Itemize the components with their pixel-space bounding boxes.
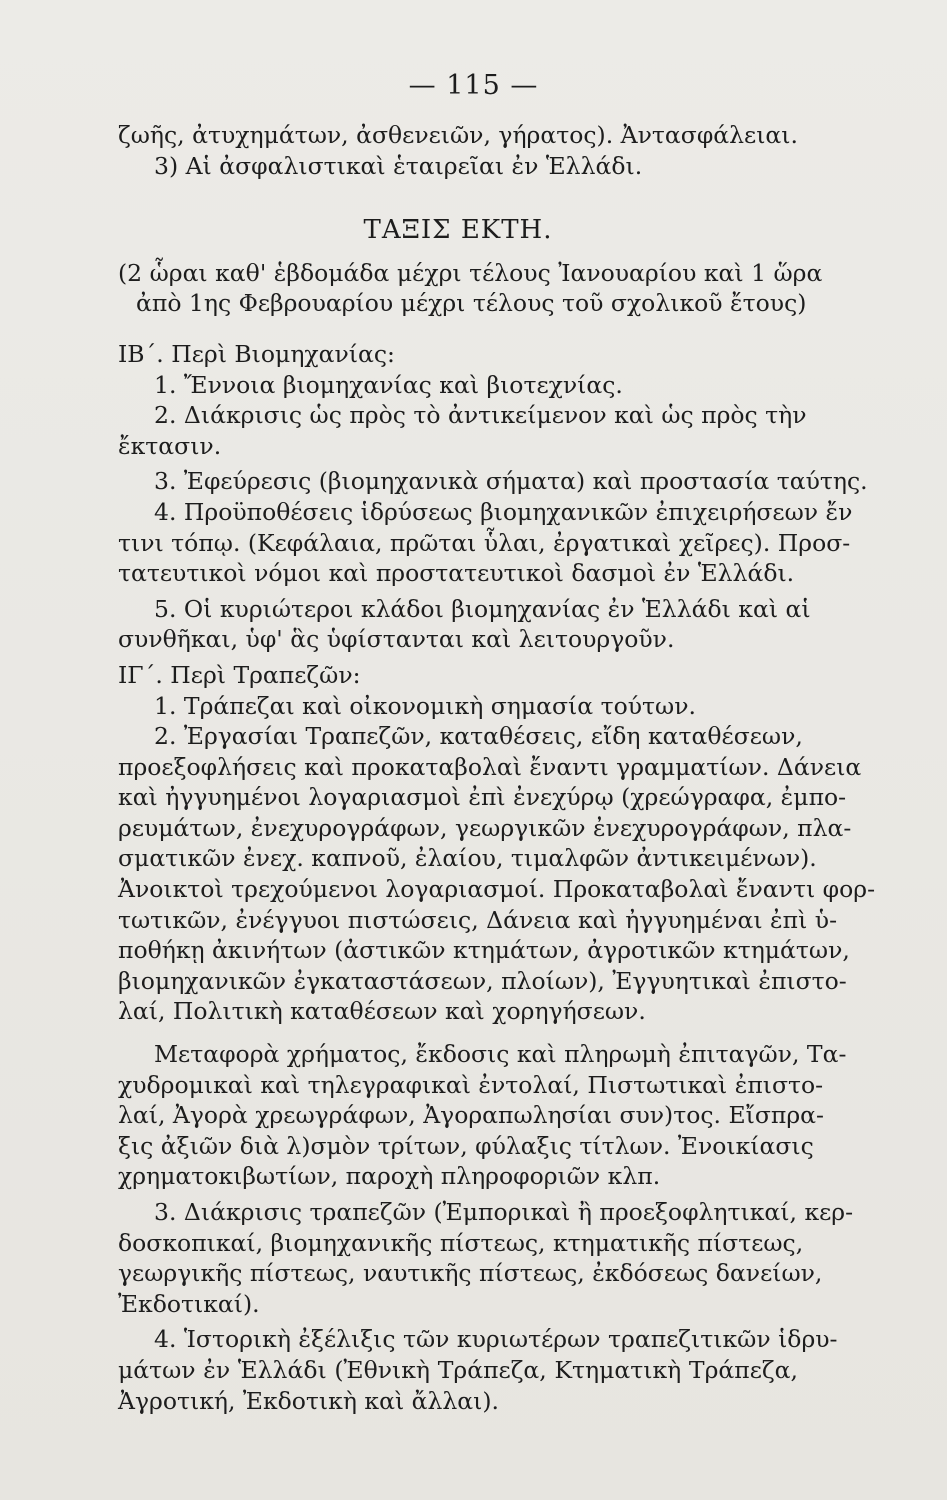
text-line: σματικῶν ἐνεχ. καπνοῦ, ἐλαίου, τιμαλφῶν ἀντικειμένων). [118, 844, 817, 873]
section-title-13: ΙΓ΄. Περὶ Τραπεζῶν: [118, 660, 361, 689]
list-item: 4. Προϋποθέσεις ἱδρύσεως βιομηχανικῶν ἐπιχειρήσεων ἔν [154, 497, 853, 526]
section-title-12: ΙΒ΄. Περὶ Βιομηχανίας: [118, 339, 395, 368]
text-line: χρηματοκιβωτίων, παροχὴ πληροφοριῶν κλπ. [118, 1162, 661, 1191]
list-item: 4. Ἱστορικὴ ἐξέλιξις τῶν κυριωτέρων τραπεζιτικῶν ἱδρυ- [154, 1325, 838, 1354]
list-item: 3. Ἐφεύρεσις (βιομηχανικὰ σήματα) καὶ προστασία ταύτης. [154, 467, 868, 496]
list-item: 3. Διάκρισις τραπεζῶν (Ἐμπορικαὶ ἢ προεξοφλητικαί, κερ- [154, 1198, 854, 1226]
text-line: Ἀνοικτοὶ τρεχούμενοι λογαριασμοί. Προκαταβολαὶ ἔναντι φορ- [118, 875, 876, 904]
text-line: ξις ἀξιῶν διὰ λ)σμὸν τρίτων, φύλαξις τίτλων. Ἐνοικίασις [118, 1131, 814, 1160]
text-line: τωτικῶν, ἐνέγγυοι πιστώσεις, Δάνεια καὶ ἠγγυημέναι ἐπὶ ὑ- [118, 905, 838, 934]
text-line: λαί, Ἀγορὰ χρεωγράφων, Ἀγοραπωλησίαι συν)τος. Εἴσπρα- [118, 1101, 824, 1130]
text-line: Ἀγροτική, Ἐκδοτικὴ καὶ ἄλλαι). [118, 1386, 500, 1415]
text-line: βιομηχανικῶν ἐγκαταστάσεων, πλοίων), Ἐγγυητικαὶ ἐπιστο- [118, 966, 847, 995]
text-line: καὶ ἠγγυημένοι λογαριασμοὶ ἐπὶ ἐνεχύρῳ (χρεώγραφα, ἐμπο- [118, 783, 847, 812]
text-line: συνθῆκαι, ὑφ' ἃς ὑφίστανται καὶ λειτουργοῦν. [118, 625, 675, 654]
list-item: 1. Ἔννοια βιομηχανίας καὶ βιοτεχνίας. [154, 370, 623, 399]
schedule-line: ἀπὸ 1ης Φεβρουαρίου μέχρι τέλους τοῦ σχολικοῦ ἔτους) [136, 289, 807, 318]
class-heading: ΤΑΞΙΣ ΕΚΤΗ. [363, 215, 553, 246]
text-line: δοσκοπικαί, βιομηχανικῆς πίστεως, κτηματικῆς πίστεως, [118, 1228, 804, 1257]
text-line: Μεταφορὰ χρήματος, ἔκδοσις καὶ πληρωμὴ ἐπιταγῶν, Τα- [154, 1040, 847, 1069]
text-line: ἔκτασιν. [118, 431, 222, 460]
list-item: 2. Ἐργασίαι Τραπεζῶν, καταθέσεις, εἴδη καταθέσεων, [154, 722, 803, 751]
text-line: προεξοφλήσεις καὶ προκαταβολαὶ ἔναντι γραμματίων. Δάνεια [118, 752, 862, 781]
page-number: — 115 — [408, 70, 539, 101]
text-line: γεωργικῆς πίστεως, ναυτικῆς πίστεως, ἐκδόσεως δανείων, [118, 1259, 823, 1288]
text-line: τατευτικοὶ νόμοι καὶ προστατευτικοὶ δασμοὶ ἐν Ἑλλάδι. [118, 559, 795, 588]
text-line: μάτων ἐν Ἑλλάδι (Ἐθνικὴ Τράπεζα, Κτηματικὴ Τράπεζα, [118, 1355, 798, 1384]
list-item: 1. Τράπεζαι καὶ οἰκονομικὴ σημασία τούτων. [154, 691, 696, 720]
text-line: λαί, Πολιτικὴ καταθέσεων καὶ χορηγήσεων. [118, 997, 646, 1026]
text-line: Ἐκδοτικαί). [118, 1289, 260, 1318]
text-line: χυδρομικαὶ καὶ τηλεγραφικαὶ ἐντολαί, Πιστωτικαὶ ἐπιστο- [118, 1070, 824, 1099]
list-item: 2. Διάκρισις ὡς πρὸς τὸ ἀντικείμενον καὶ ὡς πρὸς τὴν [154, 401, 807, 430]
schedule-line: (2 ὧραι καθ' ἑβδομάδα μέχρι τέλους Ἰανουαρίου καὶ 1 ὥρα [118, 258, 823, 287]
list-item: 5. Οἱ κυριώτεροι κλάδοι βιομηχανίας ἐν Ἑλλάδι καὶ αἱ [154, 594, 811, 623]
text-line: 3) Αἱ ἀσφαλιστικαὶ ἑταιρεῖαι ἐν Ἑλλάδι. [154, 151, 643, 180]
text-line: ποθήκῃ ἀκινήτων (ἀστικῶν κτημάτων, ἀγροτικῶν κτημάτων, [118, 936, 850, 965]
page-body [118, 120, 876, 1416]
text-line: ρευμάτων, ἐνεχυρογράφων, γεωργικῶν ἐνεχυρογράφων, πλα- [118, 813, 852, 842]
text-line: ζωῆς, ἀτυχημάτων, ἀσθενειῶν, γήρατος). Ἀντασφάλειαι. [118, 121, 798, 149]
text-line: τινι τόπῳ. (Κεφάλαια, πρῶται ὗλαι, ἐργατικαὶ χεῖρες). Προσ- [118, 528, 851, 557]
